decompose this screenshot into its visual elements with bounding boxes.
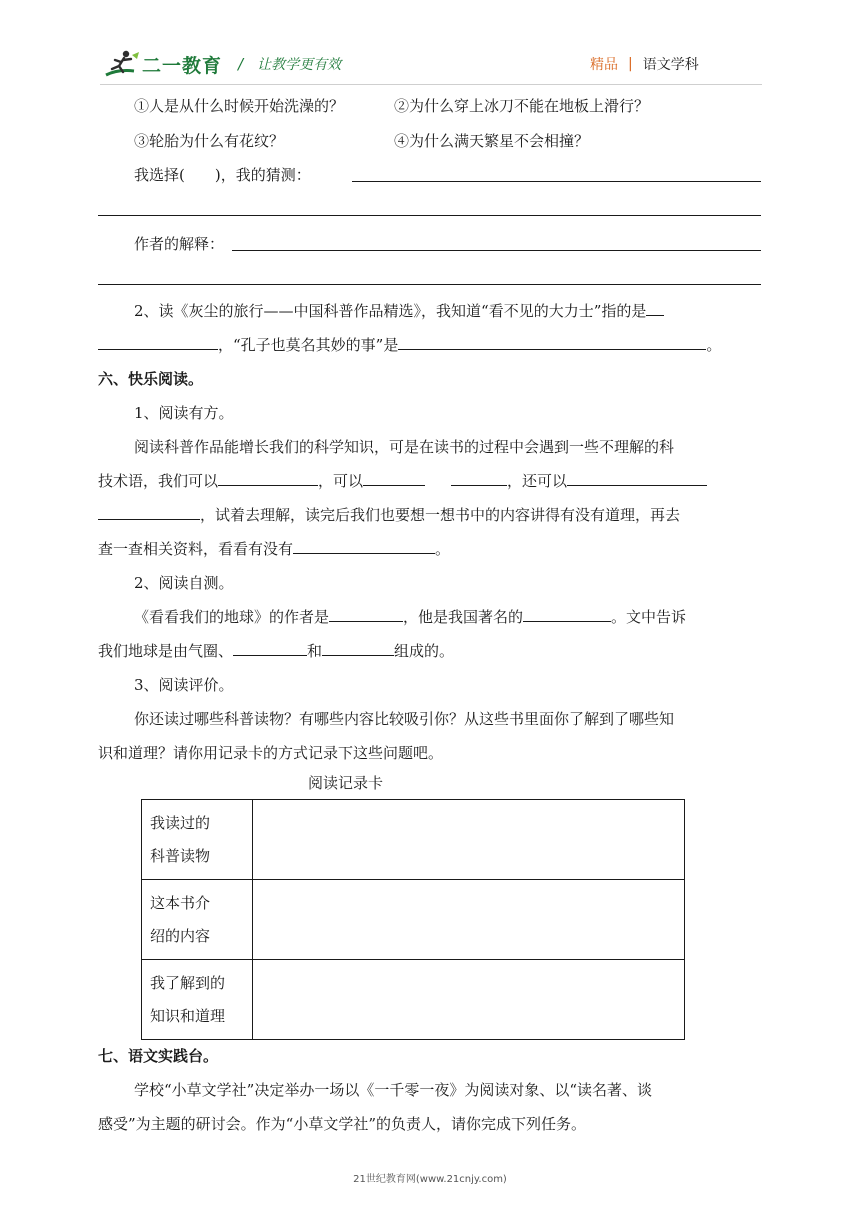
card-label-line2: 绍的内容	[150, 926, 211, 945]
p2-blank-sphere-1[interactable]	[233, 640, 307, 656]
header-divider	[100, 84, 762, 85]
page-header	[0, 0, 860, 90]
guess-answer-line[interactable]	[352, 181, 761, 182]
header-separator: |	[628, 56, 633, 72]
card-row	[142, 960, 685, 1040]
p2-a-text-1: 《看看我们的地球》的作者是	[134, 608, 330, 626]
p1-d-text: 查一查相关资料，看看有没有	[98, 540, 294, 558]
question-1: ①人是从什么时候开始洗澡的？	[134, 97, 345, 115]
section7-p-a: 学校“小草文学社”决定举办一场以《一千零一夜》为阅读对象、以“读名著、谈	[134, 1081, 653, 1099]
card-row	[142, 800, 685, 880]
subject-label: 语文学科	[642, 57, 699, 73]
choose-label: 我选择( )，我的猜测：	[134, 166, 311, 184]
p1-blank-2b[interactable]	[451, 470, 507, 486]
runner-logo-icon	[104, 49, 140, 79]
section6-title: 六、快乐阅读。	[98, 370, 204, 388]
p1-blank-4[interactable]	[98, 504, 200, 520]
section6-p1-d	[98, 538, 450, 560]
question-4: ④为什么满天繁星不会相撞？	[394, 132, 590, 150]
p2-b-text-2: 和	[307, 642, 323, 660]
card-row	[142, 880, 685, 960]
guess-answer-line-2[interactable]	[98, 215, 761, 216]
p2-blank-sphere-2[interactable]	[322, 640, 394, 656]
item2-line1	[134, 300, 664, 322]
item2-blank-start[interactable]	[646, 300, 664, 316]
section7-title: 七、语文实践台。	[98, 1047, 219, 1065]
item2-mid-text: ，“孔子也莫名其妙的事”是	[218, 336, 399, 354]
brand-name: 二一教育	[142, 54, 223, 77]
card-label-line1: 我了解到的	[150, 973, 226, 992]
p2-b-text-1: 我们地球是由气圈、	[98, 642, 234, 660]
brand-logo	[104, 46, 341, 82]
section6-p3-b: 识和道理？请你用记录卡的方式记录下这些问题吧。	[98, 744, 444, 762]
card-answer-cell[interactable]	[253, 960, 685, 1040]
section6-p1-a: 阅读科普作品能增长我们的科学知识，可是在读书的过程中会遇到一些不理解的科	[134, 438, 675, 456]
p1-d-end: 。	[435, 540, 451, 558]
p1-b-text-3: ，还可以	[507, 472, 568, 490]
section6-p3-a: 你还读过哪些科普读物？有哪些内容比较吸引你？从这些书里面你了解到了哪些知	[134, 710, 675, 728]
card-label-line2: 科普读物	[150, 846, 211, 865]
section7-p-b: 感受”为主题的研讨会。作为“小草文学社”的负责人，请你完成下列任务。	[98, 1115, 587, 1133]
p2-blank-author[interactable]	[329, 606, 403, 622]
p2-a-text-3: 。文中告诉	[611, 608, 687, 626]
p2-a-text-2: ，他是我国著名的	[403, 608, 524, 626]
p2-blank-role[interactable]	[523, 606, 611, 622]
card-row-label	[142, 960, 253, 1040]
section6-sub1: 1、阅读有方。	[134, 404, 234, 422]
p1-blank-3[interactable]	[567, 470, 707, 486]
p1-b-text-2: ，可以	[318, 472, 364, 490]
card-label-line1: 这本书介	[150, 893, 211, 912]
card-label-line2: 知识和道理	[150, 1006, 226, 1025]
section6-p1-c	[98, 504, 680, 526]
item2-blank-2[interactable]	[398, 334, 706, 350]
page-footer: 21世纪教育网(www.21cnjy.com)	[353, 1174, 507, 1185]
explain-answer-line[interactable]	[232, 250, 761, 251]
p1-blank-1[interactable]	[218, 470, 318, 486]
p1-blank-2a[interactable]	[363, 470, 425, 486]
item2-blank-1[interactable]	[98, 334, 218, 350]
card-answer-cell[interactable]	[253, 800, 685, 880]
item2-line2	[98, 334, 721, 356]
header-slash: /	[238, 55, 244, 73]
p2-b-text-3: 组成的。	[394, 642, 455, 660]
section6-p1-b	[98, 470, 707, 492]
card-answer-cell[interactable]	[253, 880, 685, 960]
question-3: ③轮胎为什么有花纹？	[134, 132, 285, 150]
explain-answer-line-2[interactable]	[98, 284, 761, 285]
question-2: ②为什么穿上冰刀不能在地板上滑行？	[394, 97, 650, 115]
p1-c-text: ，试着去理解，读完后我们也要想一想书中的内容讲得有没有道理，再去	[200, 506, 681, 524]
card-label-line1: 我读过的	[150, 813, 211, 832]
reading-record-card	[141, 799, 685, 1040]
header-right	[590, 54, 699, 74]
item2-end-text: 。	[706, 336, 722, 354]
p1-blank-5[interactable]	[293, 538, 435, 554]
section6-p2-a	[134, 606, 686, 628]
card-row-label	[142, 800, 253, 880]
brand-slogan: 让教学更有效	[257, 57, 342, 73]
item2-text: 2、读《灰尘的旅行——中国科普作品精选》，我知道“看不见的大力士”指的是	[134, 302, 647, 320]
p1-b-text-1: 技术语，我们可以	[98, 472, 219, 490]
card-row-label	[142, 880, 253, 960]
section6-sub3: 3、阅读评价。	[134, 676, 234, 694]
quality-label: 精品	[590, 57, 618, 73]
section6-sub2: 2、阅读自测。	[134, 574, 234, 592]
section6-p2-b	[98, 640, 454, 662]
author-explain-label: 作者的解释：	[134, 235, 225, 253]
reading-card-title: 阅读记录卡	[308, 774, 384, 792]
